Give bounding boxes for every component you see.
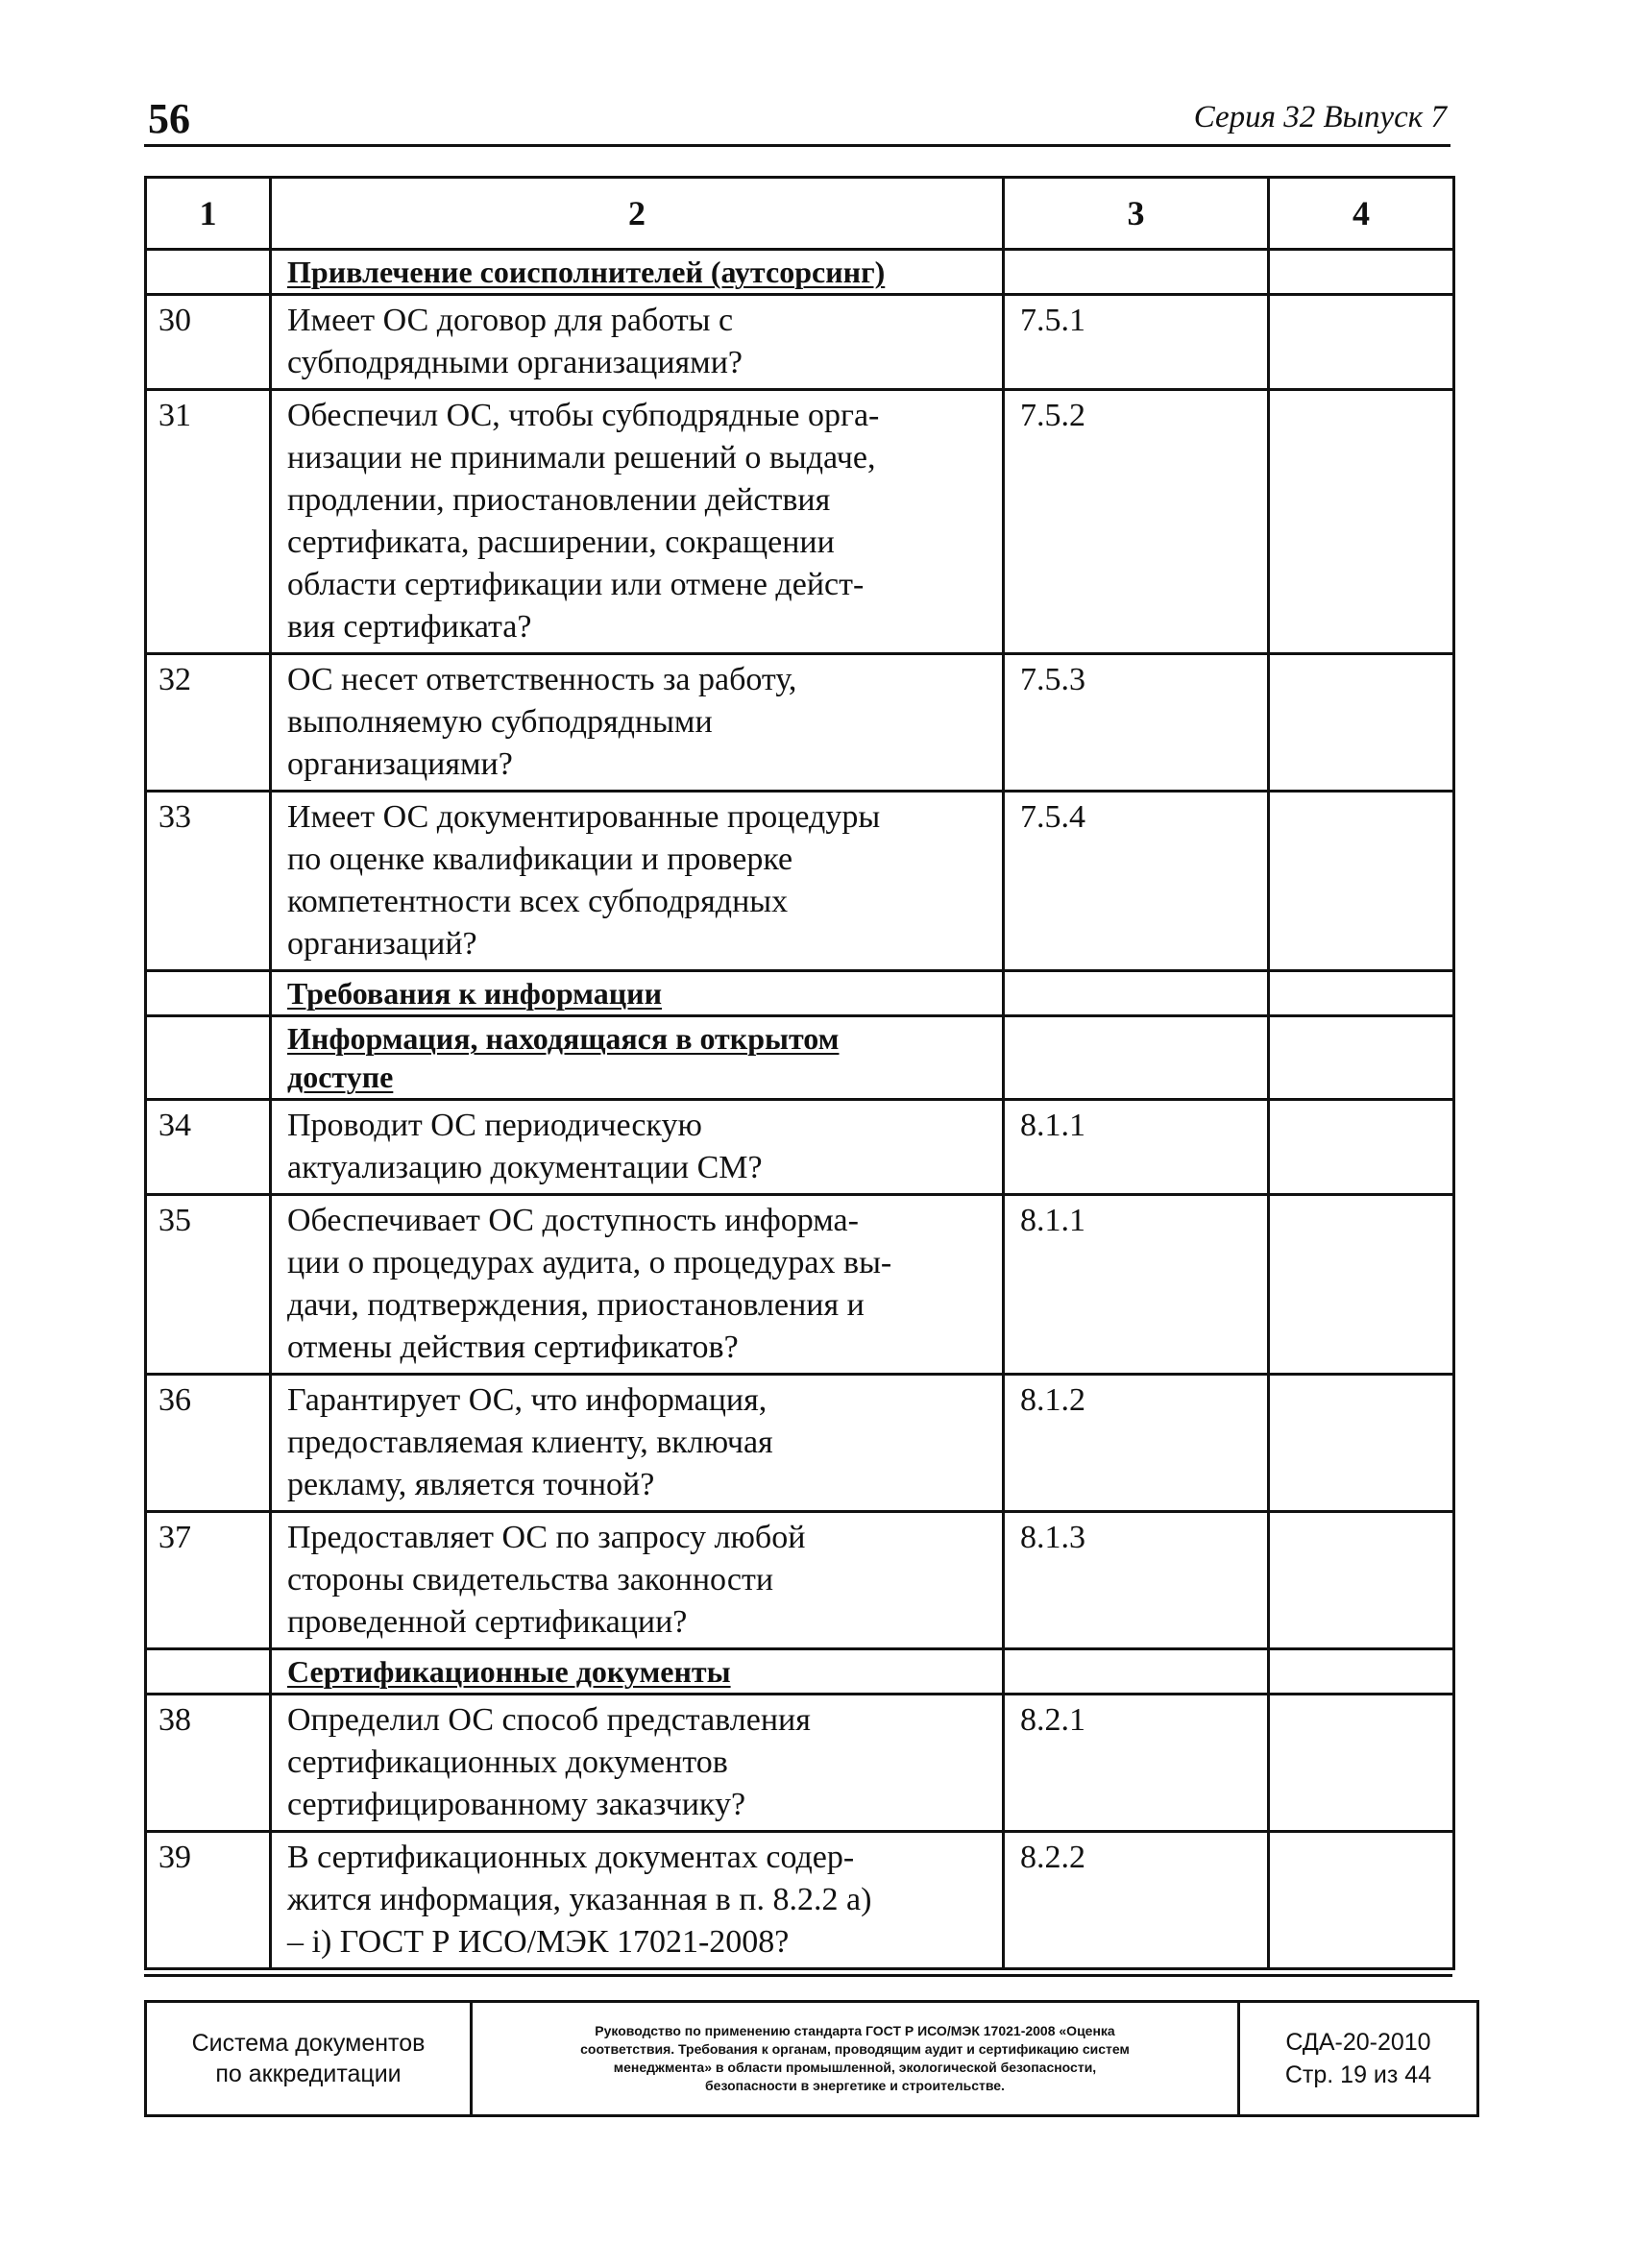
page-number: 56 [148,95,190,142]
requirement-line: сертифицированному заказчику? [287,1787,746,1822]
section-title-line: Информация, находящаяся в открытом [287,1021,840,1056]
checklist-row [146,1100,1454,1195]
footer-page-count: Стр. 19 из 44 [1284,2061,1432,2088]
requirement-question [271,1100,1004,1195]
requirement-line: Обеспечил ОС, чтобы субподрядные орга- [287,398,880,433]
checklist-row [146,654,1454,792]
standard-clause: 8.1.1 [1004,1195,1269,1375]
footer-guide-line: соответствия. Требования к органам, проводящим аудит и сертификацию систем [580,2041,1130,2057]
series-title: Серия 32 Выпуск 7 [1193,100,1447,134]
section-title-line: доступе [287,1060,394,1094]
requirement-line: организациями? [287,746,513,782]
row-number: 31 [146,390,271,654]
requirement-question [271,1375,1004,1512]
requirement-line: актуализацию документации СМ? [287,1150,763,1185]
requirement-line: ОС несет ответственность за работу, [287,662,797,697]
requirement-line: Имеет ОС договор для работы с [287,303,734,338]
assessment-cell [1269,1649,1454,1695]
section-title: Привлечение соисполнителей (аутсорсинг) [271,250,1004,295]
requirement-line: Проводит ОС периодическую [287,1108,702,1143]
column-header-4: 4 [1269,178,1454,250]
assessment-cell [1269,1016,1454,1100]
assessment-cell [1269,1195,1454,1375]
requirement-line: жится информация, указанная в п. 8.2.2 а) [287,1882,872,1917]
row-number: 32 [146,654,271,792]
column-header-3: 3 [1004,178,1269,250]
clause-cell [1004,971,1269,1016]
requirement-line: по оценке квалификации и проверке [287,841,793,877]
requirement-line: проведенной сертификации? [287,1604,688,1640]
checklist-row [146,1695,1454,1832]
checklist-row [146,295,1454,390]
row-number: 33 [146,792,271,971]
requirement-line: Определил ОС способ представления [287,1702,811,1738]
checklist-row [146,1832,1454,1969]
footer-guide-line: безопасности в энергетике и строительстве. [705,2078,1005,2093]
requirement-line: стороны свидетельства законности [287,1562,774,1597]
assessment-cell [1269,1375,1454,1512]
footer-divider [144,1974,1452,1977]
footer-document-system [146,2002,472,2116]
row-number: 30 [146,295,271,390]
requirement-line: организаций? [287,926,477,962]
row-number: 35 [146,1195,271,1375]
requirement-line: вия сертификата? [287,609,532,645]
requirement-line: выполняемую субподрядными [287,704,713,740]
requirement-question [271,295,1004,390]
section-row [146,250,1454,295]
requirement-question [271,1832,1004,1969]
section-row [146,1649,1454,1695]
requirement-line: компетентности всех субподрядных [287,884,789,919]
requirement-question [271,390,1004,654]
standard-clause: 8.1.1 [1004,1100,1269,1195]
clause-cell [1004,1016,1269,1100]
clause-cell [1004,250,1269,295]
section-row [146,1016,1454,1100]
requirement-line: В сертификационных документах содер- [287,1840,855,1875]
row-number-cell [146,1649,271,1695]
page-header [144,96,1450,147]
assessment-cell [1269,295,1454,390]
standard-clause: 8.2.1 [1004,1695,1269,1832]
footer-system-line: по аккредитации [215,2061,402,2087]
section-title [271,1016,1004,1100]
row-number: 39 [146,1832,271,1969]
requirement-line: продлении, приостановлении действия [287,482,831,518]
assessment-cell [1269,250,1454,295]
column-header-row [146,178,1454,250]
requirement-line: дачи, подтверждения, приостановления и [287,1287,865,1323]
requirement-line: предоставляемая клиенту, включая [287,1425,773,1460]
column-header-2: 2 [271,178,1004,250]
checklist-table [144,176,1455,1970]
assessment-cell [1269,654,1454,792]
requirement-line: отмены действия сертификатов? [287,1329,739,1365]
footer-guide-title [472,2002,1239,2116]
row-number-cell [146,1016,271,1100]
requirement-line: Обеспечивает ОС доступность информа- [287,1203,859,1238]
section-title: Сертификационные документы [271,1649,1004,1695]
requirement-line: Имеет ОС документированные процедуры [287,799,881,835]
requirement-line: рекламу, является точной? [287,1467,655,1502]
row-number: 34 [146,1100,271,1195]
footer-system-line: Система документов [191,2030,426,2057]
checklist-row [146,792,1454,971]
requirement-line: ции о процедурах аудита, о процедурах вы- [287,1245,892,1280]
requirement-question [271,654,1004,792]
requirement-line: – i) ГОСТ Р ИСО/МЭК 17021-2008? [287,1924,790,1960]
row-number-cell [146,971,271,1016]
footer-table [144,2000,1479,2117]
clause-cell [1004,1649,1269,1695]
requirement-line: Гарантирует ОС, что информация, [287,1382,768,1418]
requirement-line: субподрядными организациями? [287,345,743,380]
standard-clause: 7.5.1 [1004,295,1269,390]
footer-guide-line: Руководство по применению стандарта ГОСТ Р ИСО/МЭК 17021-2008 «Оценка [595,2023,1115,2038]
requirement-line: низации не принимали решений о выдаче, [287,440,876,476]
section-title: Требования к информации [271,971,1004,1016]
assessment-cell [1269,1695,1454,1832]
section-row [146,971,1454,1016]
row-number: 38 [146,1695,271,1832]
checklist-row [146,1375,1454,1512]
requirement-line: Предоставляет ОС по запросу любой [287,1520,806,1555]
standard-clause: 7.5.2 [1004,390,1269,654]
checklist-row [146,390,1454,654]
checklist-row [146,1512,1454,1649]
standard-clause: 7.5.4 [1004,792,1269,971]
assessment-cell [1269,1100,1454,1195]
footer-document-code [1239,2002,1478,2116]
checklist-row [146,1195,1454,1375]
requirement-question [271,1695,1004,1832]
assessment-cell [1269,1512,1454,1649]
assessment-cell [1269,971,1454,1016]
requirement-question [271,792,1004,971]
checklist-body [146,250,1454,1969]
assessment-cell [1269,1832,1454,1969]
standard-clause: 7.5.3 [1004,654,1269,792]
assessment-cell [1269,390,1454,654]
footer-code-value: СДА-20-2010 [1285,2029,1431,2056]
footer-guide-line: менеджмента» в области промышленной, экологической безопасности, [613,2060,1097,2075]
column-header-1: 1 [146,178,271,250]
requirement-line: области сертификации или отмене дейст- [287,567,865,602]
requirement-line: сертификационных документов [287,1744,728,1780]
standard-clause: 8.1.2 [1004,1375,1269,1512]
requirement-question [271,1512,1004,1649]
standard-clause: 8.1.3 [1004,1512,1269,1649]
row-number: 36 [146,1375,271,1512]
standard-clause: 8.2.2 [1004,1832,1269,1969]
assessment-cell [1269,792,1454,971]
row-number-cell [146,250,271,295]
requirement-line: сертификата, расширении, сокращении [287,524,835,560]
requirement-question [271,1195,1004,1375]
row-number: 37 [146,1512,271,1649]
